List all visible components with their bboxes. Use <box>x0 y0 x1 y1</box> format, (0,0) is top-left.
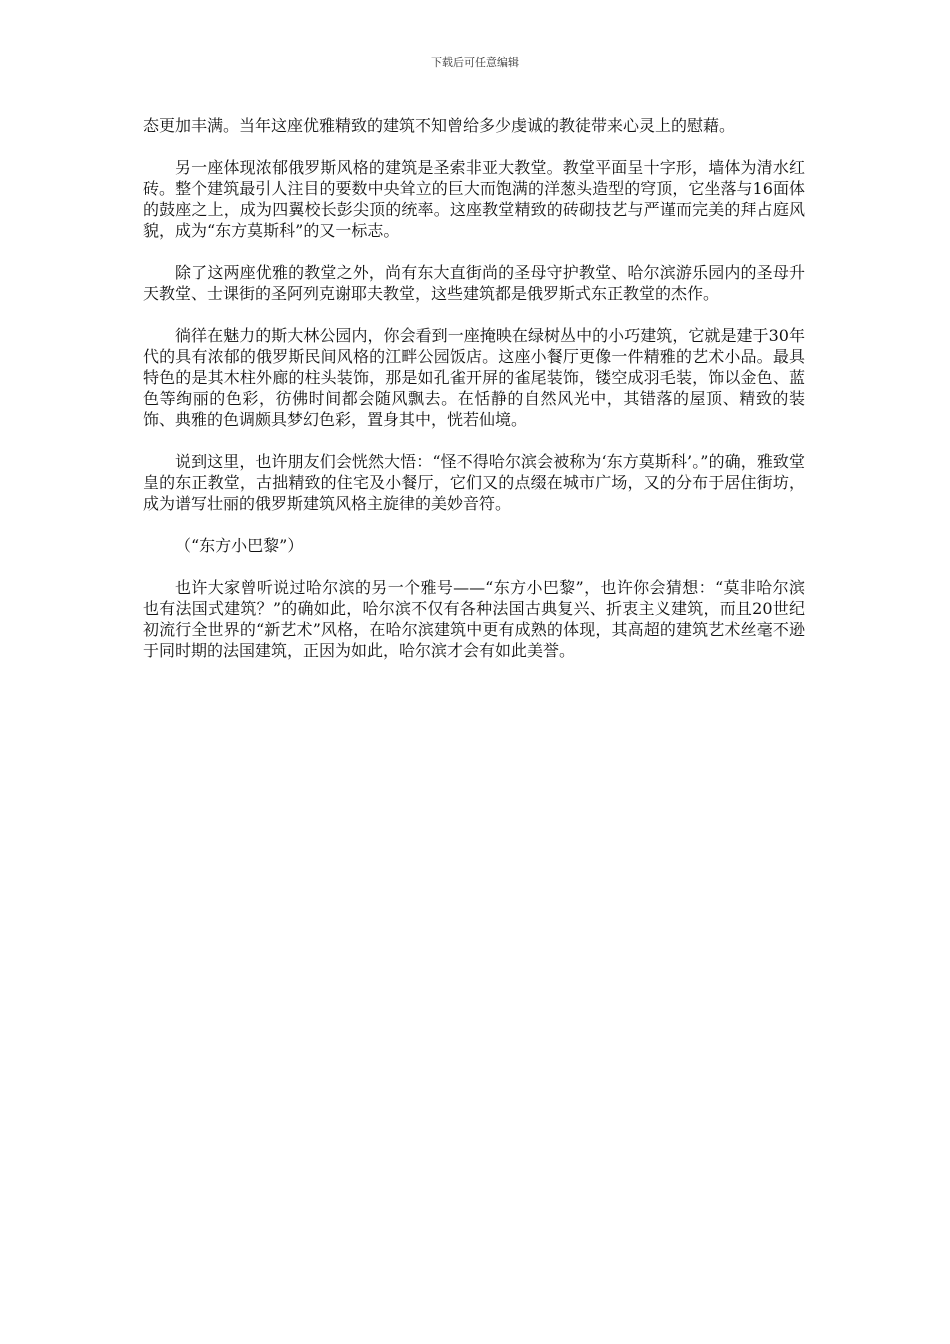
paragraph-eastern-moscow: 说到这里，也许朋友们会恍然大悟：“怪不得哈尔滨会被称为‘东方莫斯科’。”的确，雅致堂皇的东正教堂，古拙精致的住宅及小餐厅，它们又的点缀在城市广场，又的分布于居住街坊，成为谱写壮丽的俄罗斯建筑风格主旋律的美妙音符。 <box>143 452 805 513</box>
paragraph-sophia-cathedral: 另一座体现浓郁俄罗斯风格的建筑是圣索非亚大教堂。教堂平面呈十字形，墙体为清水红砖。整个建筑最引人注目的要数中央耸立的巨大而饱满的洋葱头造型的穹顶，它坐落与16面体的鼓座之上，成为四翼校长彭尖顶的统率。这座教堂精致的砖砌技艺与严谨而完美的拜占庭风貌，成为“东方莫斯科”的又一标志。 <box>143 158 805 240</box>
paragraph-riverside-restaurant: 徜徉在魅力的斯大林公园内，你会看到一座掩映在绿树丛中的小巧建筑，它就是建于30年代的具有浓郁的俄罗斯民间风格的江畔公园饭店。这座小餐厅更像一件精雅的艺术小品。最具特色的是其木柱外廊的柱头装饰，那是如孔雀开屏的雀尾装饰，镂空成羽毛装，饰以金色、蓝色等绚丽的色彩，彷佛时间都会随风飘去。在恬静的自然风光中，其错落的屋顶、精致的装饰、典雅的色调颇具梦幻色彩，置身其中，恍若仙境。 <box>143 326 805 429</box>
paragraph-continuation: 态更加丰满。当年这座优雅精致的建筑不知曾给多少虔诚的教徒带来心灵上的慰藉。 <box>143 116 736 135</box>
paragraph-little-paris: 也许大家曾听说过哈尔滨的另一个雅号——“东方小巴黎”，也许你会猜想：“莫非哈尔滨也有法国式建筑？”的确如此，哈尔滨不仅有各种法国古典复兴、折衷主义建筑，而且20世纪初流行全世界的“新艺术”风格，在哈尔滨建筑中更有成熟的体现，其高超的建筑艺术丝毫不逊于同时期的法国建筑，正因为如此，哈尔滨才会有如此美誉。 <box>143 578 805 660</box>
page-header: 下载后可任意编辑 <box>431 56 519 69</box>
paragraph-other-churches: 除了这两座优雅的教堂之外，尚有东大直街尚的圣母守护教堂、哈尔滨游乐园内的圣母升天教堂、士课街的圣阿列克谢耶夫教堂，这些建筑都是俄罗斯式东正教堂的杰作。 <box>143 263 805 303</box>
section-heading-little-paris: （“东方小巴黎”） <box>175 536 304 555</box>
document-body <box>143 115 805 682</box>
